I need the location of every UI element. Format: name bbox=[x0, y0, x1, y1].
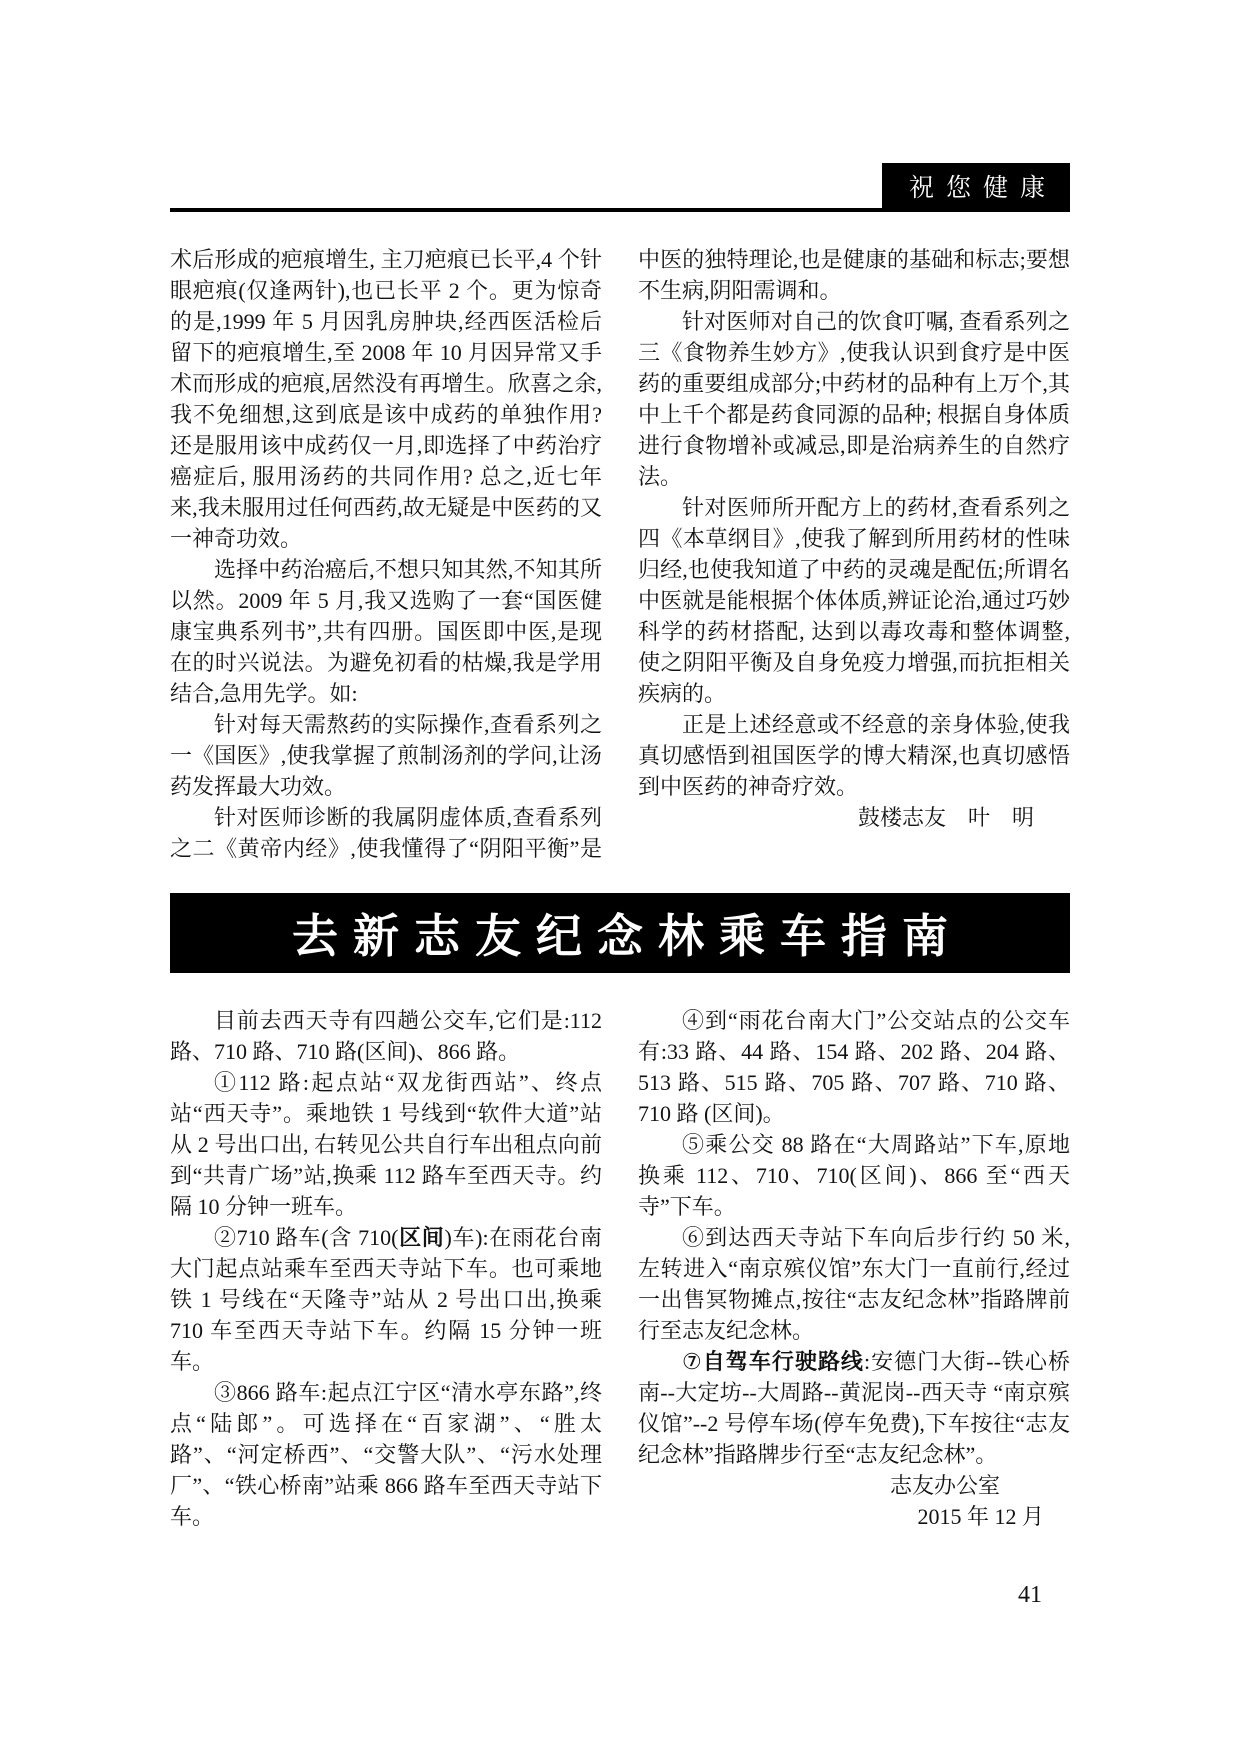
article2-office-signature: 志友办公室 bbox=[889, 1473, 1000, 1498]
paragraph bbox=[638, 306, 1070, 492]
article2-date: 2015 年 12 月 bbox=[917, 1504, 1044, 1529]
text-run: 正是上述经意或不经意的亲身体验,使我真切感悟到祖国医学的博大精深,也真切感悟到中医药的神奇疗效。 bbox=[638, 712, 1070, 799]
article2-title: 去新志友纪念林乘车指南 bbox=[292, 910, 963, 962]
text-run: )车):在雨花台南大门起点站乘车至西天寺站下车。也可乘地铁 1 号线在“天隆寺”站从 2 号出口出,换乘 710 车至西天寺站下车。约隔 15 分钟一班车。 bbox=[170, 1225, 602, 1374]
text-run: 目前去西天寺有四趟公交车,它们是:112 路、710 路、710 路(区间)、866 路。 bbox=[170, 1008, 602, 1064]
text-run: ①112 路:起点站“双龙街西站”、终点站“西天寺”。乘地铁 1 号线到“软件大道”站从 2 号出口出, 右转见公共自行车出租点向前到“共青广场”站,换乘 112 路车至西天寺。约隔 10 分钟一班车。 bbox=[170, 1070, 602, 1219]
magazine-title-badge: 祝您健康 bbox=[882, 163, 1070, 209]
page-number: 41 bbox=[1018, 1582, 1042, 1608]
paragraph bbox=[638, 1346, 1070, 1470]
text-run: ⑥到达西天寺站下车向后步行约 50 米,左转进入“南京殡仪馆”东大门一直前行,经过一出售冥物摊点,按往“志友纪念林”指路牌前行至志友纪念林。 bbox=[638, 1225, 1070, 1343]
paragraph bbox=[638, 1005, 1070, 1129]
masthead bbox=[170, 165, 1070, 212]
paragraph bbox=[170, 244, 602, 554]
bold-text-run: 自驾车行驶路线 bbox=[702, 1349, 864, 1374]
text-run: 针对医师诊断的我属阴虚体质,查看系列之二《黄帝内经》,使我懂得了“阴阳平衡”是中医的独特理论,也是健康的基础和标志;要想不生病,阴阳需调和。 bbox=[170, 247, 1070, 861]
bold-text-run: 区间 bbox=[398, 1225, 445, 1250]
paragraph bbox=[170, 709, 602, 802]
paragraph bbox=[638, 1222, 1070, 1346]
text-run: ④到“雨花台南大门”公交站点的公交车有:33 路、44 路、154 路、202 路、204 路、513 路、515 路、705 路、707 路、710 路、710 路 (区间)。 bbox=[638, 1008, 1070, 1126]
paragraph bbox=[638, 492, 1070, 709]
article2-title-banner bbox=[170, 893, 1070, 973]
paragraph bbox=[170, 1377, 602, 1532]
paragraph bbox=[638, 709, 1070, 802]
text-run: ③866 路车:起点江宁区“清水亭东路”,终点“陆郎”。可选择在“百家湖”、“胜太路”、“河定桥西”、“交警大队”、“污水处理厂”、“铁心桥南”站乘 866 路车至西天寺站下车。 bbox=[170, 1380, 602, 1529]
paragraph bbox=[170, 554, 602, 709]
paragraph bbox=[170, 1067, 602, 1222]
paragraph bbox=[170, 1222, 602, 1377]
article-bus-guide bbox=[170, 1005, 1070, 1532]
article-readers-letter bbox=[170, 244, 1070, 864]
text-run: 术后形成的疤痕增生, 主刀疤痕已长平,4 个针眼疤痕(仅逢两针),也已长平 2 个。更为惊奇的是,1999 年 5 月因乳房肿块,经西医活检后留下的疤痕增生,至 2008 年 10 月因异常又手术而形成的疤痕,居然没有再增生。欣喜之余,我不免细想,这到底是该中成药的单独作用? 还是服用该中成药仅一月,即选择了中药治疗癌症后, 服用汤药的共同作用? 总之,近七年来,我未服用过任何西药,故无疑是中医药的又一神奇功效。 bbox=[170, 247, 602, 551]
text-run: ⑤乘公交 88 路在“大周路站”下车,原地换乘 112、710、710(区间)、866 至“西天寺”下车。 bbox=[638, 1132, 1070, 1219]
paragraph bbox=[170, 1005, 602, 1067]
paragraph bbox=[638, 1129, 1070, 1222]
text-run: 针对每天需熬药的实际操作,查看系列之一《国医》,使我掌握了煎制汤剂的学问,让汤药发挥最大功效。 bbox=[170, 712, 602, 799]
text-run: ②710 路车(含 710( bbox=[214, 1225, 399, 1250]
page-content bbox=[170, 0, 1070, 1609]
text-run: :安德门大街--铁心桥南--大定坊--大周路--黄泥岗--西天寺 “南京殡仪馆”--2 号停车场(停车免费),下车按往“志友纪念林”指路牌步行至“志友纪念林”。 bbox=[638, 1349, 1070, 1467]
text-run: ⑦ bbox=[682, 1349, 703, 1374]
text-run: 针对医师所开配方上的药材,查看系列之四《本草纲目》,使我了解到所用药材的性味归经,也使我知道了中药的灵魂是配伍;所谓名中医就是能根据个体体质,辨证论治,通过巧妙科学的药材搭配, 达到以毒攻毒和整体调整,使之阴阳平衡及自身免疫力增强,而抗拒相关疾病的。 bbox=[638, 495, 1070, 706]
article1-signature: 鼓楼志友 叶 明 bbox=[857, 805, 1034, 830]
text-run: 选择中药治癌后,不想只知其然,不知其所以然。2009 年 5 月,我又选购了一套“国医健康宝典系列书”,共有四册。国医即中医,是现在的时兴说法。为避免初看的枯燥,我是学用结合,急用先学。如: bbox=[170, 557, 602, 706]
text-run: 针对医师对自己的饮食叮嘱, 查看系列之三《食物养生妙方》,使我认识到食疗是中医药的重要组成部分;中药材的品种有上万个,其中上千个都是药食同源的品种; 根据自身体质进行食物增补或减忌,即是治病养生的自然疗法。 bbox=[638, 309, 1070, 489]
